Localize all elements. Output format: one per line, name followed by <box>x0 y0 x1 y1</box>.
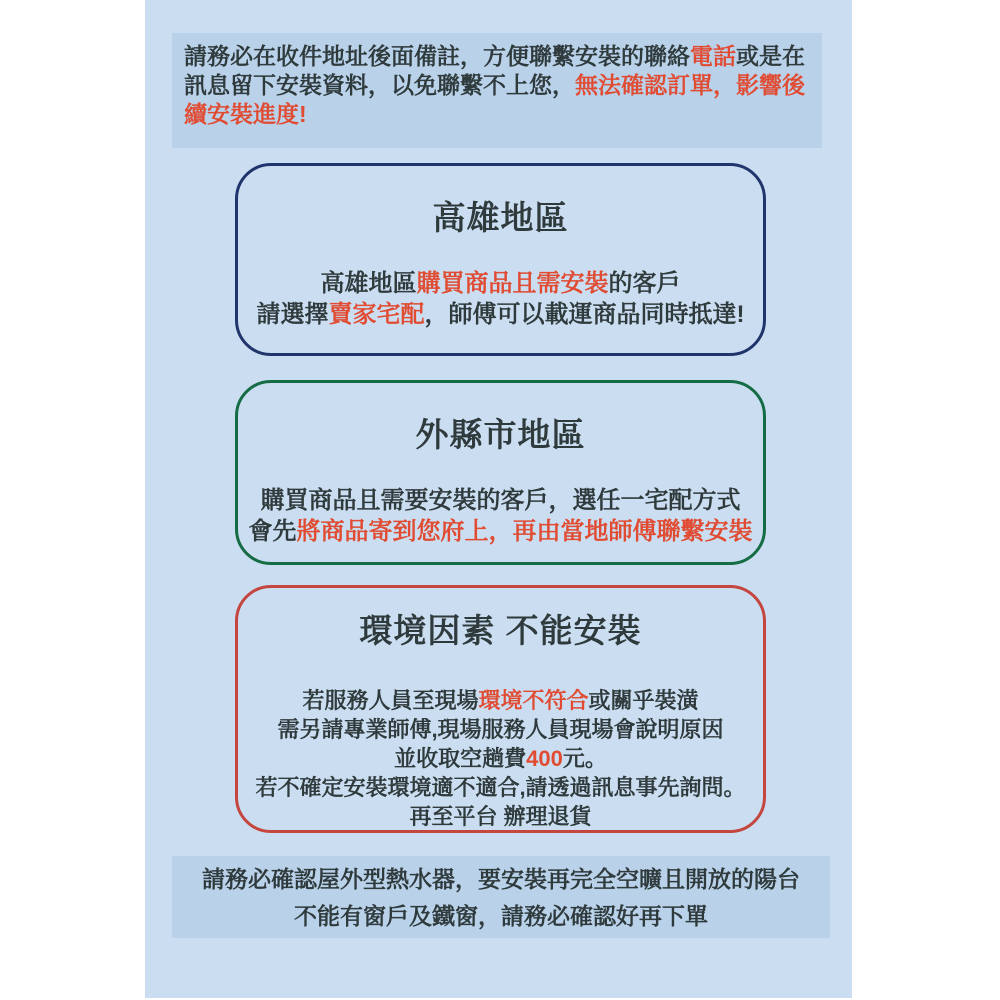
body-line <box>238 268 763 299</box>
body-line: 不能有窗戶及鐵窗，請務必確認好再下單 <box>294 903 708 929</box>
text-segment: 會先 <box>248 518 297 545</box>
text-segment: 需另請專業師傅,現場服務人員現場會說明原因 <box>277 717 724 742</box>
text-segment: 若服務人員至現場 <box>302 688 479 713</box>
text-segment: 請務必在收件地址後面備註，方便聯繫安裝的聯絡 <box>184 43 690 69</box>
text-segment: 元。 <box>562 746 607 771</box>
text-segment: 請選擇 <box>256 301 329 328</box>
body-line <box>238 744 763 773</box>
text-segment-highlight: 電話 <box>690 43 736 69</box>
environment-restriction-box <box>235 585 766 833</box>
body-line <box>238 773 763 802</box>
other-counties-box <box>235 380 766 565</box>
text-segment-highlight: 賣家宅配 <box>328 301 425 328</box>
body-line <box>238 715 763 744</box>
text-segment: 購買商品且需要安裝的客戶，選任一宅配方式 <box>260 487 741 514</box>
text-segment: 再至平台 辦理退貨 <box>409 804 592 829</box>
info-panel <box>145 0 852 998</box>
kaohsiung-area-title: 高雄地區 <box>432 199 569 236</box>
text-segment-highlight: 環境不符合 <box>478 688 589 713</box>
body-line <box>238 299 763 330</box>
kaohsiung-area-box <box>235 163 766 356</box>
text-segment: 高雄地區 <box>320 270 417 297</box>
text-segment: 的客戶 <box>608 270 681 297</box>
text-segment: 並收取空趟費 <box>394 746 527 771</box>
text-segment-highlight: 購買商品且需安裝 <box>416 270 609 297</box>
bottom-notice <box>172 856 830 938</box>
body-line <box>238 485 763 516</box>
top-notice <box>172 33 822 148</box>
other-counties-body <box>238 485 763 547</box>
text-segment: 或關乎裝潢 <box>588 688 699 713</box>
other-counties-title: 外縣市地區 <box>415 416 586 453</box>
kaohsiung-area-body <box>238 268 763 330</box>
text-segment: 若不確定安裝環境適不適合,請透過訊息事先詢問。 <box>255 775 746 800</box>
text-segment-highlight: 將商品寄到您府上，再由當地師傅聯繫安裝 <box>296 518 753 545</box>
body-line <box>238 516 763 547</box>
text-segment: ，師傅可以載運商品同時抵達! <box>424 301 745 328</box>
body-line <box>238 686 763 715</box>
environment-restriction-title: 環境因素 不能安裝 <box>359 612 642 649</box>
text-segment-highlight: 無法確認訂單，影響後續安裝進度! <box>184 72 805 127</box>
body-line: 請務必確認屋外型熱水器，要安裝再完全空曠且開放的陽台 <box>202 866 800 892</box>
text-segment-highlight: 400 <box>526 746 563 771</box>
text-segment: 或是在訊息留下安裝資料，以免聯繫不上您， <box>184 43 805 98</box>
body-line <box>238 802 763 831</box>
environment-restriction-body <box>238 686 763 831</box>
